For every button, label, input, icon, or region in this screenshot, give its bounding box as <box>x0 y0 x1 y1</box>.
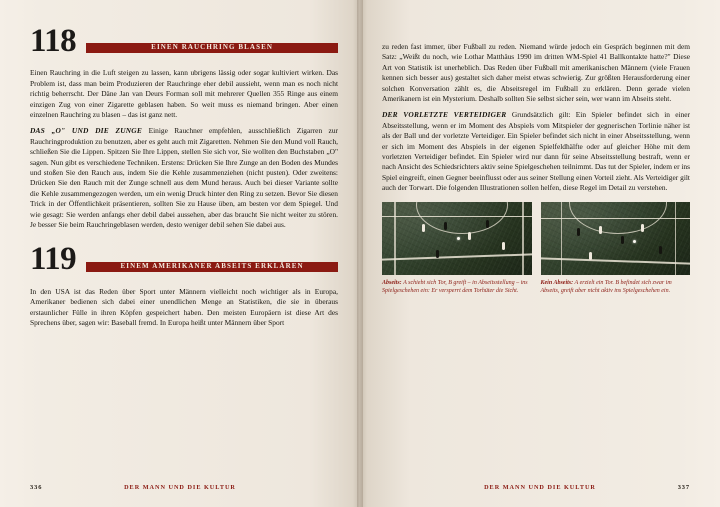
player-marker <box>577 228 580 236</box>
right-page-footer <box>360 484 720 491</box>
figure-offside-b <box>541 202 691 296</box>
player-marker <box>502 242 505 250</box>
pitch-line <box>522 202 524 275</box>
figure-offside-a <box>382 202 532 296</box>
paragraph: zu reden fast immer, über Fußball zu reden. Niemand würde jedoch ein Gespräch beginnen mit dem Satz: „Weißt du noch, wie Lothar Matthäus 1990 im dritten WM-Spiel 41 Ballkontakte hatte?" Diese Art von Statistik ist unerheblich. Das Reden über Fußball mit amerikanischen Männern (viele Frauen kennen sich besser aus) gestaltet sich daher meist etwas schwierig. Zur größten Herausforderung einer solchen Konversation zählt es, die Abseitsregel im Fußball zu erklären. Denn gerade vielen Amerikanern ist ein Mysterium. Deshalb sollten Sie selbst sicher sein, wer wann im Abseits steht. <box>382 42 690 104</box>
right-page <box>360 0 720 507</box>
chapter-heading-118 <box>30 23 338 59</box>
chapter-number: 118 <box>30 23 77 59</box>
chapter-118-body <box>30 68 338 230</box>
running-head: DER MANN UND DIE KULTUR <box>484 484 596 491</box>
player-marker <box>444 222 447 230</box>
figure-caption <box>382 279 532 296</box>
running-head: DER MANN UND DIE KULTUR <box>124 484 236 491</box>
player-marker <box>468 232 471 240</box>
player-marker <box>486 220 489 228</box>
player-marker <box>589 252 592 260</box>
pitch-line <box>394 202 396 275</box>
caption-text: A schiebt sich Tor, B greift – in Abseitsstellung – ins Spielgeschehen ein: Er versperrt dem Torhüter die Sicht. <box>382 279 528 295</box>
chapter-number: 119 <box>30 241 77 278</box>
paragraph: DAS „O" UND DIE ZUNGE Einige Rauchner empfehlen, ausschließlich Zigarren zur Rauchringproduktion zu benutzen, aber es geht auch mit Zigaretten. Nehmen Sie den Mund voll Rauch, schließen Sie die Lippen. Spitzen Sie Ihre Lippen, stellen Sie sich vor, Sie wollten den Buchstaben „O" sagen. Nun gibt es verschiedene Techniken. Erstens: Drücken Sie Ihre Zunge an den Boden des Mundes und stoßen Sie den Rauch aus, indem Sie die Kehle zusammenziehen (nicht pusten). Oder zweitens: Drücken Sie den Rauch mit der Zunge schnell aus dem Mund heraus. Auch bei dieser Variante sollte die Kehle zusammengezogen werden, um ein wenig Druck hinter den Ring zu setzen. Bevor Sie diesen Trick in der Öffentlichkeit präsentieren, sollten Sie zu Hause üben, am besten vor dem Spiegel. Und wie gesagt: Sie werden anfangs eher debil dabei aussehen, aber das braucht Sie nicht weiter zu stören. Je besser Sie beim Rauchringeblasen werden, desto weniger debil sehen Sie dabei aus. <box>30 126 338 230</box>
pitch-line <box>675 202 677 275</box>
page-number: 337 <box>677 484 690 491</box>
pitch-photo-a <box>382 202 532 275</box>
player-marker <box>641 224 644 232</box>
page-number: 336 <box>30 484 43 491</box>
chapter-title: EINEN RAUCHRING BLASEN <box>151 43 273 52</box>
player-marker <box>436 250 439 258</box>
left-page-footer <box>0 484 360 491</box>
ball-marker <box>457 237 460 240</box>
paragraph: Einen Rauchring in die Luft steigen zu lassen, kann ubrigens lässig oder sogar kultiviert wirken. Das Problem ist, dass man beim Produzieren der Rauchringe eher debil aussieht, wenn man es noch nicht richtig beherrscht. Der Däne Jan van Deurs Forman soll mit mehrerer Quellen 355 Ringe aus einem einzigen Zug von einer Zigarette geblasen haben. So weit muss es niemand bringen. Aber einen einzelnen Rauchring zu blasen – das ist ganz nett. <box>30 68 338 119</box>
chapter-heading-119 <box>30 241 338 278</box>
pitch-photo-b <box>541 202 691 275</box>
pitch-line <box>561 202 563 275</box>
figure-caption <box>541 279 691 296</box>
chapter-title: EINEM AMERIKANER ABSEITS ERKLÄREN <box>120 261 304 270</box>
paragraph: DER VORLETZTE VERTEIDIGER Grundsätzlich gilt: Ein Spieler befindet sich in einer Abseitsstellung, wenn er im Moment des Abspiels vom Mitspieler der gegnerischen Torlinie näher ist als der Ball und der vorletzte Verteidiger. Ein Spieler befindet sich nicht in einer Abseitsstellung, wenn er sich im Moment des Abspiels in der eigenen Spielfeldhälfte oder auf gleicher Höhe mit dem vorletzten Verteidiger befindet. Ein Spieler wird nur dann für seine Abseitsstellung bestraft, wenn er nach Ansicht des Schiedsrichters aktiv seine Spielgeschehen teilnimmt. Das tut der Spieler, indem er ins Spiel eingreift, einen Gegner beeinflusst oder aus seiner Stellung einen Vorteil zieht. Als Verteidiger gilt auch der Torwart. Die folgenden Illustrationen sollen helfen, diese Regel im Detail zu verstehen. <box>382 110 690 193</box>
caption-label: Kein Abseits: <box>540 279 574 286</box>
chapter-title-bar <box>86 256 338 271</box>
ball-marker <box>633 240 636 243</box>
offside-figures <box>382 202 690 296</box>
caption-text: A erzielt ein Tor. B befindet sich zwar im Abseits, greift aber nicht aktiv ins Spielgeschehen ein. <box>540 279 672 295</box>
chapter-119-body <box>30 287 338 329</box>
caption-label: Abseits: <box>382 279 402 286</box>
player-marker <box>621 236 624 244</box>
right-page-body <box>382 26 690 194</box>
player-marker <box>599 226 602 234</box>
player-marker <box>659 246 662 254</box>
paragraph: In den USA ist das Reden über Sport unter Männern vielleicht noch wichtiger als in Europa, Amerikaner bedienen sich dabei einer unendlichen Menge an Statistiken, die sie in überaus erstaunlicher Fülle in ihren Köpfen gespeichert haben. Den meisten Europäern ist diese Art des Sprechens über, sagen wir: Baseball fremd. In Europa heißt unter Männern über Sport <box>30 286 338 328</box>
chapter-title-bar <box>86 37 338 52</box>
player-marker <box>422 224 425 232</box>
